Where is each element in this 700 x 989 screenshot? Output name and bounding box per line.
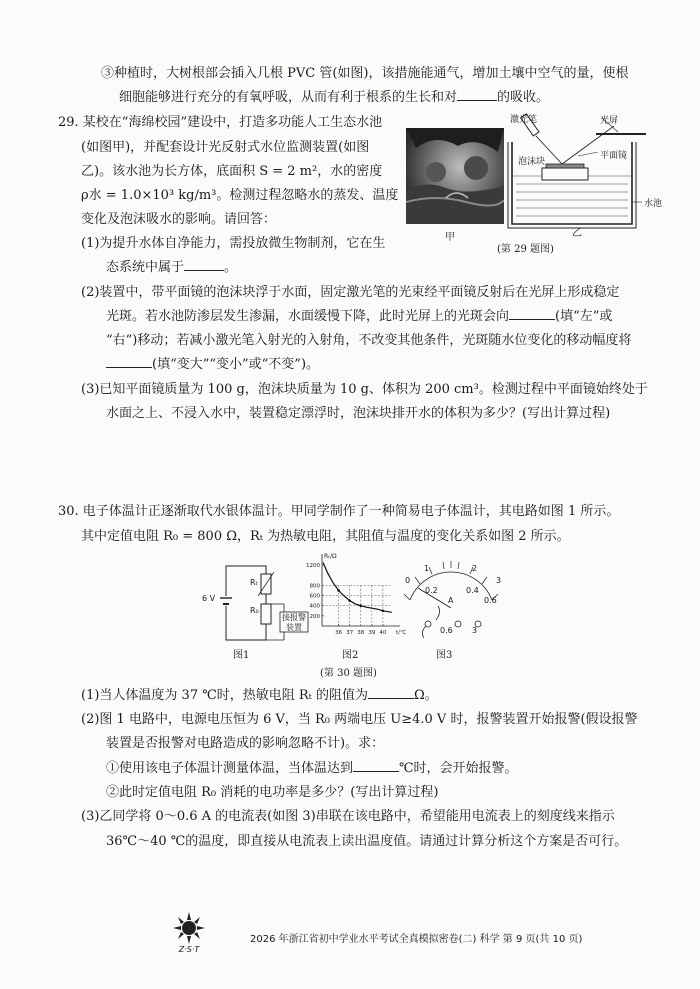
ammeter-terminal-06: 0.6 <box>440 626 453 635</box>
fig30-caption: (第 30 题图) <box>320 668 377 679</box>
pond-photo <box>406 128 504 224</box>
answer-blank[interactable] <box>353 771 399 772</box>
svg-text:Z·S·T: Z·S·T <box>178 945 200 954</box>
resistor-r0 <box>261 604 271 624</box>
foam-block <box>542 168 588 180</box>
label-plane-mirror: 平面镜 <box>600 151 628 161</box>
label-foam-block: 泡沫块 <box>518 157 546 167</box>
ammeter-unit: A <box>448 596 454 605</box>
answer-blank[interactable] <box>106 367 152 368</box>
fig1-caption: 图1 <box>233 650 250 661</box>
q29-stem-line4: ρ水 = 1.0×10³ kg/m³。检测过程忽略水的蒸发、温度 <box>81 188 399 203</box>
fig3-caption: 图3 <box>436 650 453 661</box>
answer-blank[interactable] <box>509 319 555 320</box>
ammeter-scale-top-2: 2 <box>472 564 478 573</box>
q30-part2-sub1: ①使用该电子体温计测量体温，当体温达到 ℃时，会开始报警。 <box>106 761 518 776</box>
q30-part3-line2: 36℃～40 ℃的温度，即直接从电流表上读出温度值。请通过计算分析这个方案是否可行。 <box>106 834 628 849</box>
x-tick-label: 40 <box>379 630 387 636</box>
r0-label: R₀ <box>250 606 259 615</box>
data-point <box>382 609 385 612</box>
label-light-screen: 光屏 <box>600 116 619 126</box>
fig29-label-jia: 甲 <box>445 232 455 243</box>
x-tick-label: 36 <box>335 630 343 636</box>
q29-stem-line3: 乙)。该水池为长方体，底面积 S = 2 m²，水的密度 <box>81 164 383 179</box>
y-tick-label: 200 <box>309 613 320 620</box>
circuit-diagram <box>200 560 310 646</box>
fig2-caption: 图2 <box>342 650 359 661</box>
ammeter-scale-bottom-0: 0.2 <box>425 586 438 595</box>
ammeter-scale-top-1: 1 <box>424 564 430 573</box>
y-tick-label: 1200 <box>306 563 320 570</box>
answer-blank[interactable] <box>368 698 414 699</box>
answer-blank[interactable] <box>457 100 497 101</box>
label-pool: 水池 <box>644 199 663 209</box>
q30-stem-line1: 30. 电子体温计正逐渐取代水银体温计。甲同学制作了一种简易电子体温计，其电路如图 1 所示。 <box>58 504 620 519</box>
label-laser-pen: 激光笔 <box>510 115 538 125</box>
thermistor-resistance-chart <box>306 550 406 640</box>
series-line <box>323 563 392 613</box>
y-axis-label: Rₜ/Ω <box>324 553 337 560</box>
y-tick-label: 800 <box>309 583 320 590</box>
y-tick-label: 400 <box>309 603 320 610</box>
x-tick-label: 37 <box>346 630 354 636</box>
ammeter-terminal-3: 3 <box>472 626 478 635</box>
page-footer: 2026 年浙江省初中学业水平考试全真模拟密卷(二) 科学 第 9 页(共 10 页) <box>250 934 583 945</box>
fig29-caption: (第 29 题图) <box>497 244 554 255</box>
q30-part3-line1: (3)乙同学将 0～0.6 A 的电流表(如图 3)串联在该电路中，希望能用电流表上的刻度线来指示 <box>81 809 615 824</box>
q29-part2-line3: “右”)移动；若减小激光笔入射光的入射角，不改变其他条件，光斑随水位变化的移动幅度将 <box>106 333 632 348</box>
battery-voltage-label: 6 V <box>202 594 216 603</box>
q30-stem-line2: 其中定值电阻 R₀ = 800 Ω，Rₜ 为热敏电阻，其阻值与温度的变化关系如图 2 所示。 <box>81 529 570 544</box>
q29-part1-line1: (1)为提升水体自净能力，需投放微生物制剂，它在生 <box>81 236 386 251</box>
water-level-device-diagram <box>506 112 656 234</box>
q29-stem-line5: 变化及泡沫吸水的影响。请回答： <box>81 212 277 227</box>
data-point <box>348 599 351 602</box>
q29-part2-line2: 光斑。若水池防渗层发生渗漏，水面缓慢下降，此时光屏上的光斑会向 (填“左”或 <box>106 309 613 324</box>
q30-part1: (1)当人体温度为 37 ℃时，热敏电阻 Rₜ 的阻值为 Ω。 <box>81 688 438 703</box>
q29-part2-line1: (2)装置中，带平面镜的泡沫块浮于水面，固定激光笔的光束经平面镜反射后在光屏上形成稳定 <box>81 285 620 300</box>
q29-stem-line1: 29. 某校在“海绵校园”建设中，打造多功能人工生态水池 <box>58 115 383 130</box>
alarm-label-1: 接报警 <box>282 613 306 622</box>
x-tick-label: 38 <box>357 630 365 636</box>
q29-part3-line1: (3)已知平面镜质量为 100 g，泡沫块质量为 10 g、体积为 200 cm³。检测过程中平面镜始终处于 <box>81 382 648 397</box>
rt-label: Rₜ <box>250 578 258 587</box>
q29-stem-line2: (如图甲)，并配套设计光反射式水位监测装置(如图 <box>81 140 370 155</box>
ammeter-scale-top-0: 0 <box>405 576 411 585</box>
ammeter-scale-top-3: 3 <box>496 576 502 585</box>
q28-item3-line1: ③种植时，大树根部会插入几根 PVC 管(如图)，该措施能通气，增加土壤中空气的量，使根 <box>101 66 629 81</box>
x-tick-label: 39 <box>368 630 376 636</box>
q29-part2-line4: (填“变大”“变小”或“不变”)。 <box>106 355 319 375</box>
q30-part2-sub2: ②此时定值电阻 R₀ 消耗的电功率是多少？(写出计算过程) <box>106 785 439 800</box>
y-tick-label: 600 <box>309 593 320 600</box>
ammeter-scale-bottom-2: 0.6 <box>484 596 497 605</box>
q29-part1-line2: 态系统中属于 。 <box>106 260 238 275</box>
answer-blank[interactable] <box>184 270 224 271</box>
q30-part2-line2: 装置是否报警对电路造成的影响忽略不计)。求： <box>106 736 385 751</box>
q30-part2-line1: (2)图 1 电路中，电源电压恒为 6 V，当 R₀ 两端电压 U≥4.0 V 时，报警装置开始报警(假设报警 <box>81 712 638 727</box>
ammeter-scale-bottom-1: 0.4 <box>466 586 479 595</box>
q28-item3-line2: 细胞能够进行充分的有氧呼吸，从而有利于根系的生长和对 的吸收。 <box>119 90 550 105</box>
data-point <box>359 604 362 607</box>
fig29-label-yi: 乙 <box>572 228 582 239</box>
q29-part3-line2: 水面之上、不浸入水中，装置稳定漂浮时，泡沫块排开水的体积为多少？(写出计算过程) <box>106 406 611 421</box>
x-axis-label: t/℃ <box>396 630 406 636</box>
alarm-label-2: 装置 <box>286 623 302 632</box>
data-point <box>337 589 340 592</box>
plane-mirror <box>546 164 584 168</box>
publisher-logo <box>166 910 212 954</box>
